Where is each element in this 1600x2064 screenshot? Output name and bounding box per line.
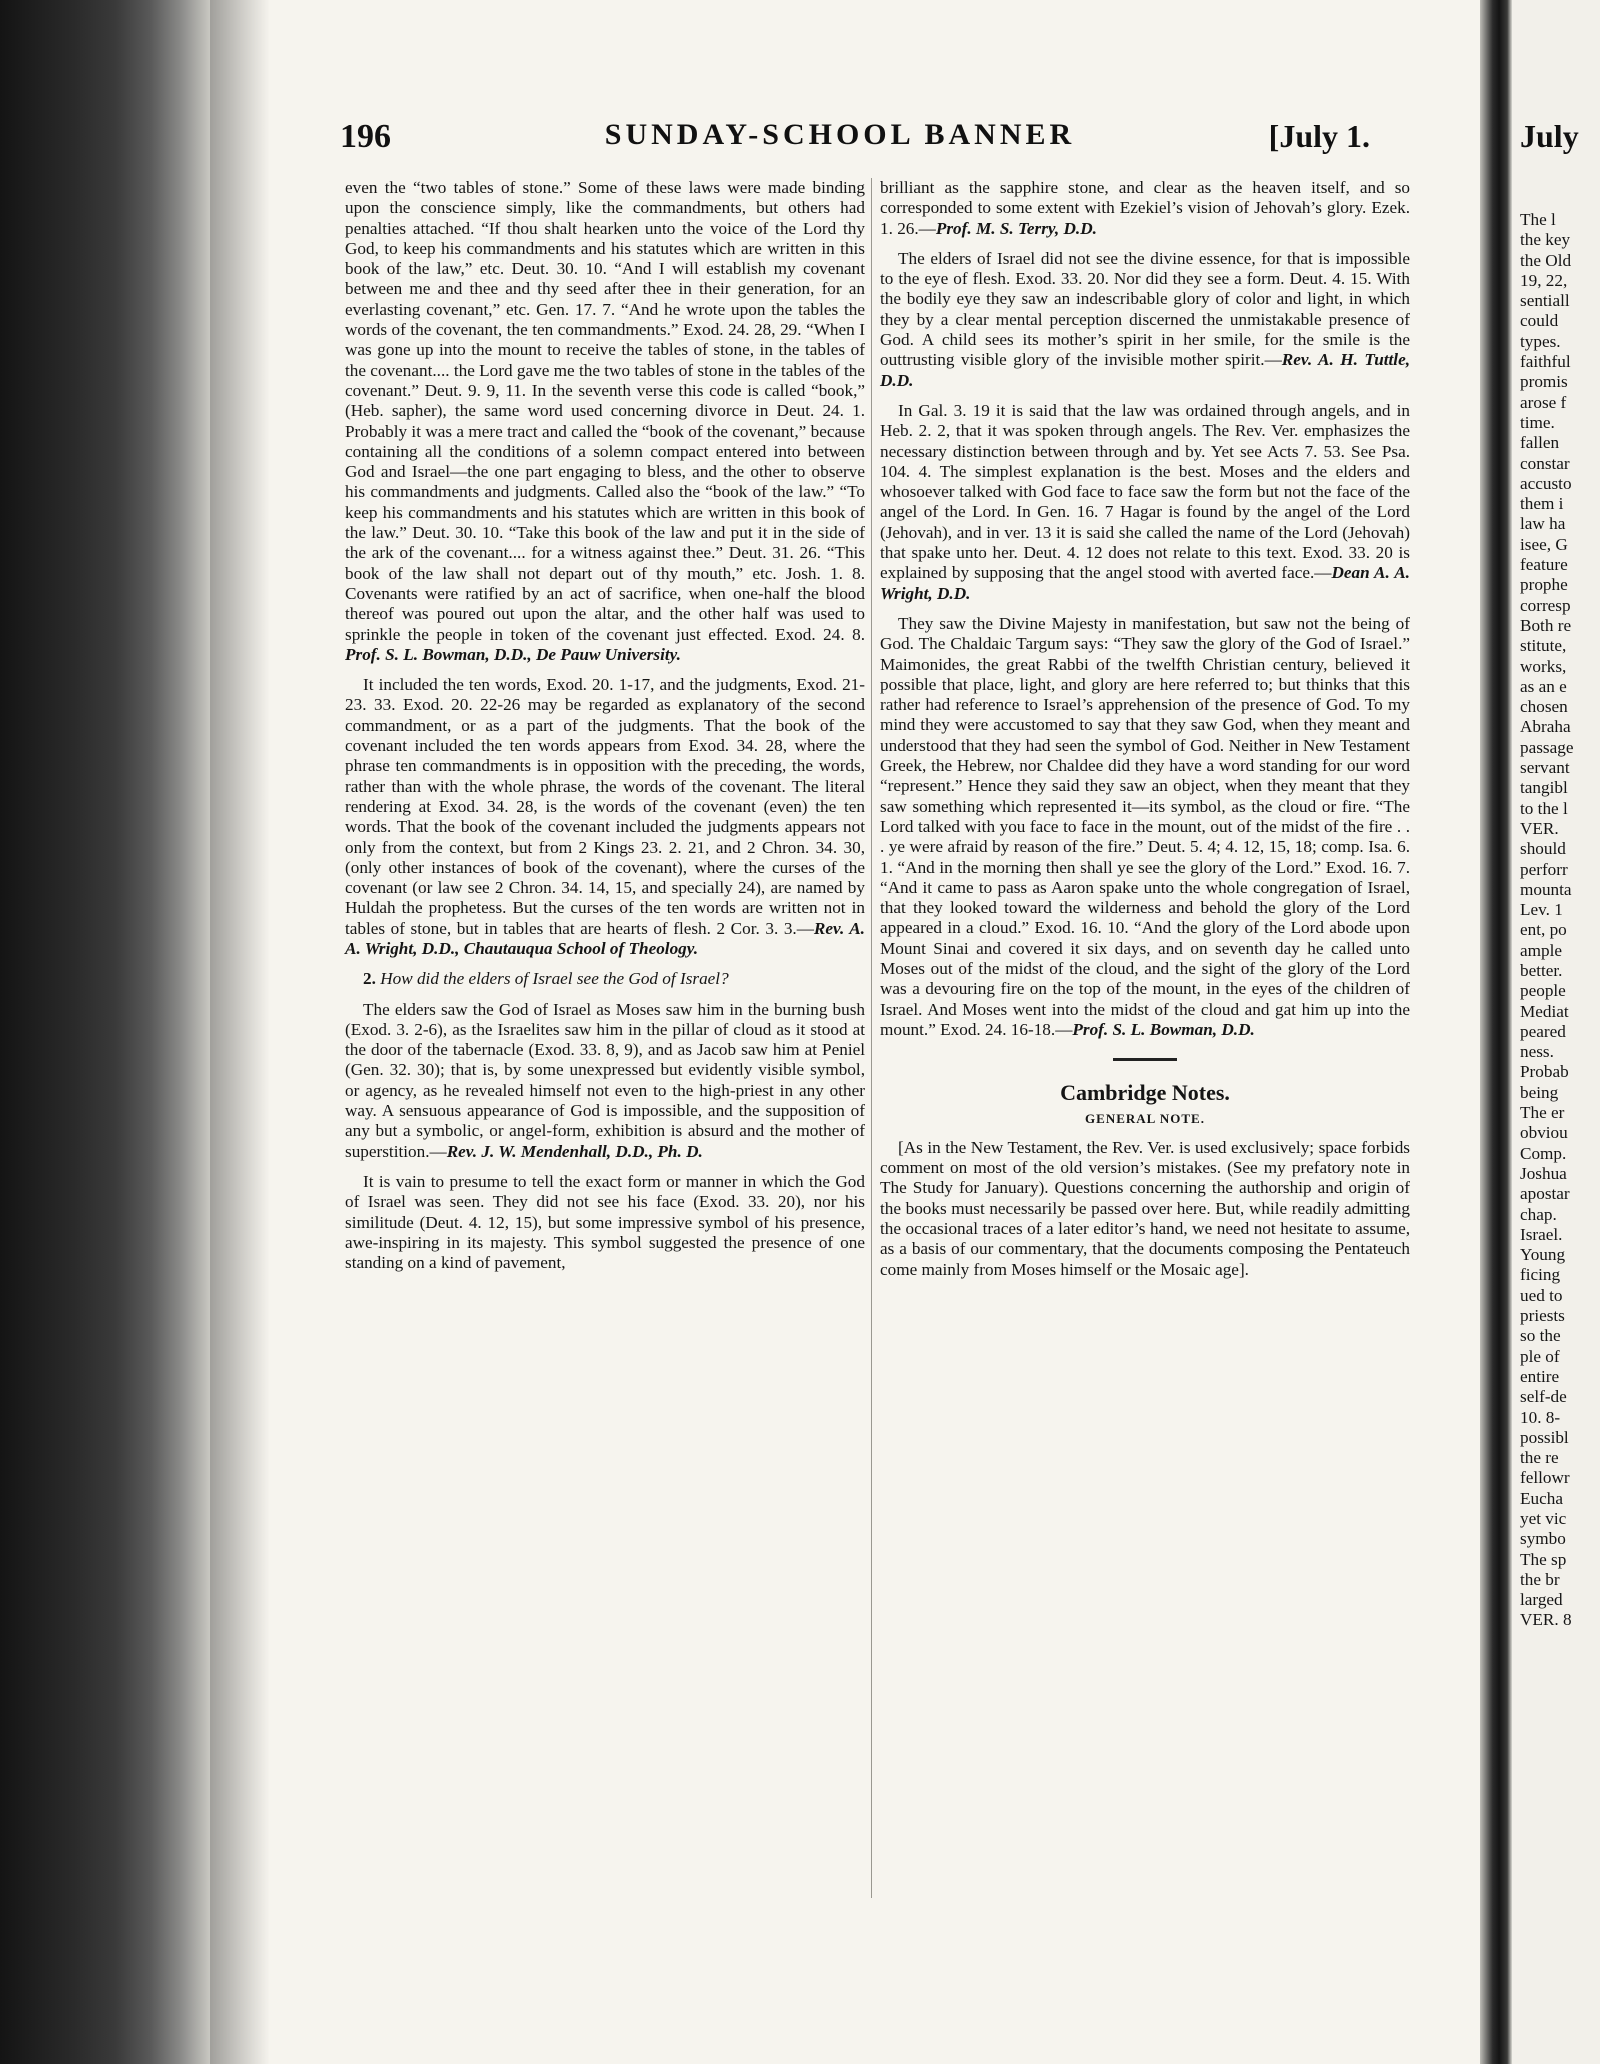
paragraph: It included the ten words, Exod. 20. 1-17, and the judgments, Exod. 21-23. 33. Exod. 20. 22-26 may be regarded as explanatory of the second commandment, or as a part of the judgments. That the book of the covenant included the ten words appears from Exod. 34. 28, where the phrase ten commandments is in opposition with the preceding, the words, rather than with the whole phrase, the words of the covenant. The literal rendering at Exod. 34. 28, is the words of the covenant (even) the ten words. That the book of the covenant included the judgments appears not only from the context, but from 2 Kings 23. 2. 21, and 2 Chron. 34. 30, (only other instances of book of the covenant), where the curses of the covenant (or law see 2 Chron. 34. 14, 15, and specially 24), are named by Huldah the prophetess. But the curses of the ten words are written not in tables of stone, but in tables that are hearts of flesh. 2 Cor. 3. 3.—Rev. A. A. Wright, D.D., Chautauqua School of Theology. [345, 675, 865, 958]
next-page-line: entire [1520, 1366, 1560, 1386]
paragraph: The elders saw the God of Israel as Moses saw him in the burning bush (Exod. 3. 2-6), as the Israelites saw him in the pillar of cloud as it stood at the door of the tabernacle (Exod. 33. 8, 9), and as Jacob saw him at Peniel (Gen. 32. 30); that is, by some unexpressed but evidently visible symbol, or agency, as he revealed himself not even to the high-priest in any other way. A sensuous appearance of God is impossible, and the supposition of any but a symbolic, or angel-form, exhibition is absurd and the mother of superstition.—Rev. J. W. Mendenhall, D.D., Ph. D. [345, 999, 865, 1161]
next-page-line: ued to [1520, 1285, 1563, 1305]
next-page-line: chosen [1520, 697, 1568, 717]
next-page-line: as an e [1520, 676, 1567, 696]
next-page-line: passage [1520, 737, 1574, 757]
paragraph: They saw the Divine Majesty in manifestation, but saw not the being of God. The Chaldaic Targum says: “They saw the glory of the God of Israel.” Maimonides, the great Rabbi of the twelfth Christian century, believed it possible that place, light, and glory are here referred to; but thinks that this rather had reference to Israel’s apprehension of the presence of God. To my mind they were accustomed to say that they saw God, when they meant and understood that they had seen the symbol of God. Neither in New Testament Greek, the Hebrew, nor Chaldee did they have a word standing for our word “represent.” Hence they said they saw an object, when they meant that they saw something which represented it—its symbol, as the cloud or fire. “The Lord talked with you face to face in the mount, out of the midst of the fire . . . ye were afraid by reason of the fire.” Deut. 5. 4; 4. 12, 15, 18; comp. Isa. 6. 1. “And in the morning then shall ye see the glory of the Lord.” Exod. 16. 7. “And it came to pass as Aaron spake unto the whole congregation of Israel, that they looked toward the wilderness and behold the glory of the Lord appeared in a cloud.” Exod. 16. 10. “And the glory of the Lord abode upon Mount Sinai and covered it six days, and on seventh day he called unto Moses out of the midst of the cloud, and the sight of the glory of the Lord was a devouring fire on the top of the mount, in the eyes of the children of Israel. And Moses went into the midst of the cloud and gat him up into the mount.” Exod. 24. 16-18.—Prof. S. L. Bowman, D.D. [880, 613, 1410, 1039]
attribution: Prof. S. L. Bowman, D.D. [1072, 1019, 1255, 1039]
next-page-line: symbo [1520, 1529, 1566, 1549]
running-title: SUNDAY-SCHOOL BANNER [604, 118, 1076, 151]
next-page-line: prophe [1520, 575, 1568, 595]
next-page-line: Comp. [1520, 1143, 1567, 1163]
paragraph: The elders of Israel did not see the divine essence, for that is impossible to the eye of flesh. Exod. 33. 20. Nor did they see a form. Deut. 4. 15. With the bodily eye they saw an indescribable glory of color and light, in which they by a clear mental perception discerned the unmistakable presence of God. A child sees its mother’s spirit in her smile, for the smile is the outtrusting visible glory of the invisible mother spirit.—Rev. A. H. Tuttle, D.D. [880, 248, 1410, 390]
right-column [880, 178, 1410, 1290]
next-page-line: fallen [1520, 433, 1560, 453]
next-page-line: corresp [1520, 595, 1571, 615]
next-page-line: them i [1520, 494, 1564, 514]
next-page-line: chap. [1520, 1204, 1557, 1224]
paragraph: In Gal. 3. 19 it is said that the law was ordained through angels, and in Heb. 2. 2, that it was spoken through angels. The Rev. Ver. emphasizes the necessary distinction between through and by. Yet see Acts 7. 53. See Psa. 104. 4. The simplest explanation is the best. Moses and the elders and whosoever talked with God face to face saw the form but not the face of the angel of the Lord. In Gen. 16. 7 Hagar is found by the angel of the Lord (Jehovah), and in ver. 13 it is said she called the name of the Lord (Jehovah) that spake unto her. Deut. 4. 12 does not relate to this text. Exod. 33. 20 is explained by supposing that the angel stood with averted face.—Dean A. A. Wright, D.D. [880, 400, 1410, 603]
next-page-line: servant [1520, 758, 1570, 778]
next-page-line: ent, po [1520, 920, 1567, 940]
column-rule [871, 178, 872, 1898]
next-page-line: Joshua [1520, 1163, 1567, 1183]
page-number: 196 [340, 118, 391, 155]
next-page-line: Probab [1520, 1062, 1569, 1082]
attribution: Dean A. A. Wright, D.D. [880, 563, 1410, 603]
section-title: Cambridge Notes. [1060, 1080, 1230, 1106]
next-page-line: VER. [1520, 818, 1559, 838]
next-page-line: so the [1520, 1326, 1561, 1346]
next-page-line: law ha [1520, 514, 1566, 534]
next-page-line: isee, G [1520, 534, 1568, 554]
next-page-line: priests [1520, 1306, 1565, 1326]
next-page-line: peared [1520, 1021, 1566, 1041]
next-page-line: Lev. 1 [1520, 900, 1563, 920]
next-page-line: constar [1520, 453, 1570, 473]
page-header [340, 118, 1370, 168]
next-page-line: possibl [1520, 1427, 1569, 1447]
next-page-line: obviou [1520, 1123, 1568, 1143]
next-page-line: faithful [1520, 352, 1571, 372]
next-page-text [1520, 210, 1573, 1631]
attribution: Prof. M. S. Terry, D.D. [935, 218, 1097, 238]
next-page-line: 10. 8- [1520, 1407, 1561, 1427]
next-page-line: accusto [1520, 473, 1572, 493]
next-page-line: tangibl [1520, 778, 1568, 798]
next-page-line: ple of [1520, 1346, 1560, 1366]
next-page-line: Israel. [1520, 1224, 1563, 1244]
next-page-line: The sp [1520, 1549, 1567, 1569]
next-page-line: the Old [1520, 250, 1572, 270]
paragraph: even the “two tables of stone.” Some of these laws were made binding upon the conscience simply, like the commandments, but others had penalties attached. “If thou shalt hearken unto the voice of the Lord thy God, to keep his commandments and his statutes which are written in this book of the law,” etc. Deut. 30. 10. “And I will establish my covenant between me and thee and thy seed after thee in their generation, for an everlasting covenant,” etc. Gen. 17. 7. “And he wrote upon the tables the words of the covenant, the ten commandments.” Exod. 24. 28, 29. “When I was gone up into the mount to receive the tables of stone, in the tables of the covenant.... the Lord gave me the two tables of stone in the tables of the covenant.” Deut. 9. 9, 11. In the seventh verse this code is called “book,” (Heb. sapher), the same word used concerning divorce in Deut. 24. 1. Probably it was a mere tract and called the “book of the covenant,” because containing all the conditions of a solemn compact entered into between God and Israel—the one part engaging to bless, and the other to observe his commandments and judgments. Called also the “book of the law.” “To keep his commandments and his statutes which are written in this book of the law.” Deut. 30. 10. “Take this book of the law and put it in the side of the ark of the covenant.... for a witness against thee.” Deut. 31. 26. “This book of the law shall not depart out of thy mouth,” etc. Josh. 1. 8. Covenants were ratified by an act of sacrifice, when one-half the blood thereof was poured out upon the altar, and the other half was used to sprinkle the people in token of the covenant just effected. Exod. 24. 8. Prof. S. L. Bowman, D.D., De Pauw University. [345, 178, 865, 664]
next-page-line: types. [1520, 331, 1561, 351]
next-page-line: The er [1520, 1103, 1565, 1123]
attribution: Rev. A. A. Wright, D.D., Chautauqua School of Theology. [345, 918, 865, 958]
next-page-line: fellowr [1520, 1468, 1570, 1488]
paragraph: [As in the New Testament, the Rev. Ver. is used exclusively; space forbids comment on most of the old version’s mistakes. (See my prefatory note in The Study for January). Questions concerning the authorship and origin of the books must necessarily be passed over here. But, while readily admitting the occasional traces of a later editor’s hand, we need not hesitate to assume, as a basis of our commentary, that the documents composing the Pentateuch come mainly from Moses himself or the Mosaic age]. [880, 1137, 1410, 1279]
next-page-line: mounta [1520, 879, 1572, 899]
next-page-line: yet vic [1520, 1509, 1567, 1528]
next-page-line: better. [1520, 960, 1563, 980]
question-heading: 2. How did the elders of Israel see the God of Israel? [363, 969, 729, 989]
next-page-line: arose f [1520, 392, 1567, 412]
next-page-line: feature [1520, 555, 1568, 575]
next-page-header: July [1520, 118, 1579, 154]
section-subtitle: GENERAL NOTE. [1085, 1111, 1205, 1127]
next-page-line: time. [1520, 412, 1555, 432]
attribution: Rev. A. H. Tuttle, D.D. [880, 350, 1410, 390]
next-page-line: sentiall [1520, 291, 1570, 311]
next-page-line: the key [1520, 230, 1571, 250]
next-page-line: ample [1520, 940, 1562, 960]
next-page-line: Mediat [1520, 1001, 1569, 1021]
next-page-line: VER. 8 [1520, 1610, 1572, 1630]
next-page-line: perforr [1520, 859, 1568, 879]
attribution: Rev. J. W. Mendenhall, D.D., Ph. D. [446, 1141, 703, 1161]
next-page-line: Both re [1520, 615, 1572, 635]
next-page-line: Young [1520, 1245, 1566, 1265]
book-binding [0, 0, 210, 2064]
next-page-line: works, [1520, 656, 1567, 676]
next-page-line: the br [1520, 1569, 1560, 1589]
next-page-line: Abraha [1520, 717, 1571, 737]
next-page-line: should [1520, 839, 1566, 859]
next-page-line: stitute, [1520, 636, 1567, 656]
next-page-line: ficing [1520, 1265, 1561, 1285]
next-page-line: to the l [1520, 798, 1568, 818]
next-page-line: self-de [1520, 1387, 1567, 1407]
next-page-line: 19, 22, [1520, 270, 1568, 290]
next-page-line: The l [1520, 210, 1556, 229]
section-rule [1113, 1058, 1177, 1061]
next-page-line: people [1520, 981, 1566, 1001]
paragraph: brilliant as the sapphire stone, and clear as the heaven itself, and so corresponded to some extent with Ezekiel’s vision of Jehovah’s glory. Ezek. 1. 26.—Prof. M. S. Terry, D.D. [880, 178, 1410, 238]
next-page-line: could [1520, 311, 1559, 331]
next-page-edge [1512, 0, 1600, 2064]
next-page-line: larged [1520, 1590, 1563, 1610]
next-page-line: the re [1520, 1448, 1559, 1468]
next-page-line: promis [1520, 372, 1568, 392]
next-page-line: Eucha [1520, 1488, 1563, 1508]
next-page-line: being [1520, 1082, 1559, 1102]
next-page-line: apostar [1520, 1184, 1570, 1204]
attribution: Prof. S. L. Bowman, D.D., De Pauw University. [345, 644, 681, 664]
next-page-line: ness. [1520, 1042, 1554, 1062]
page-divider [1480, 0, 1512, 2064]
issue-date: [July 1. [1268, 118, 1370, 154]
gutter-shadow [210, 0, 270, 2064]
left-column [345, 178, 865, 1283]
paragraph: It is vain to presume to tell the exact form or manner in which the God of Israel was seen. They did not see his face (Exod. 33. 20), nor his similitude (Deut. 4. 12, 15), but some impressive symbol of his presence, awe-inspiring in its majesty. This symbol suggested the presence of one standing on a kind of pavement, [345, 1171, 865, 1273]
